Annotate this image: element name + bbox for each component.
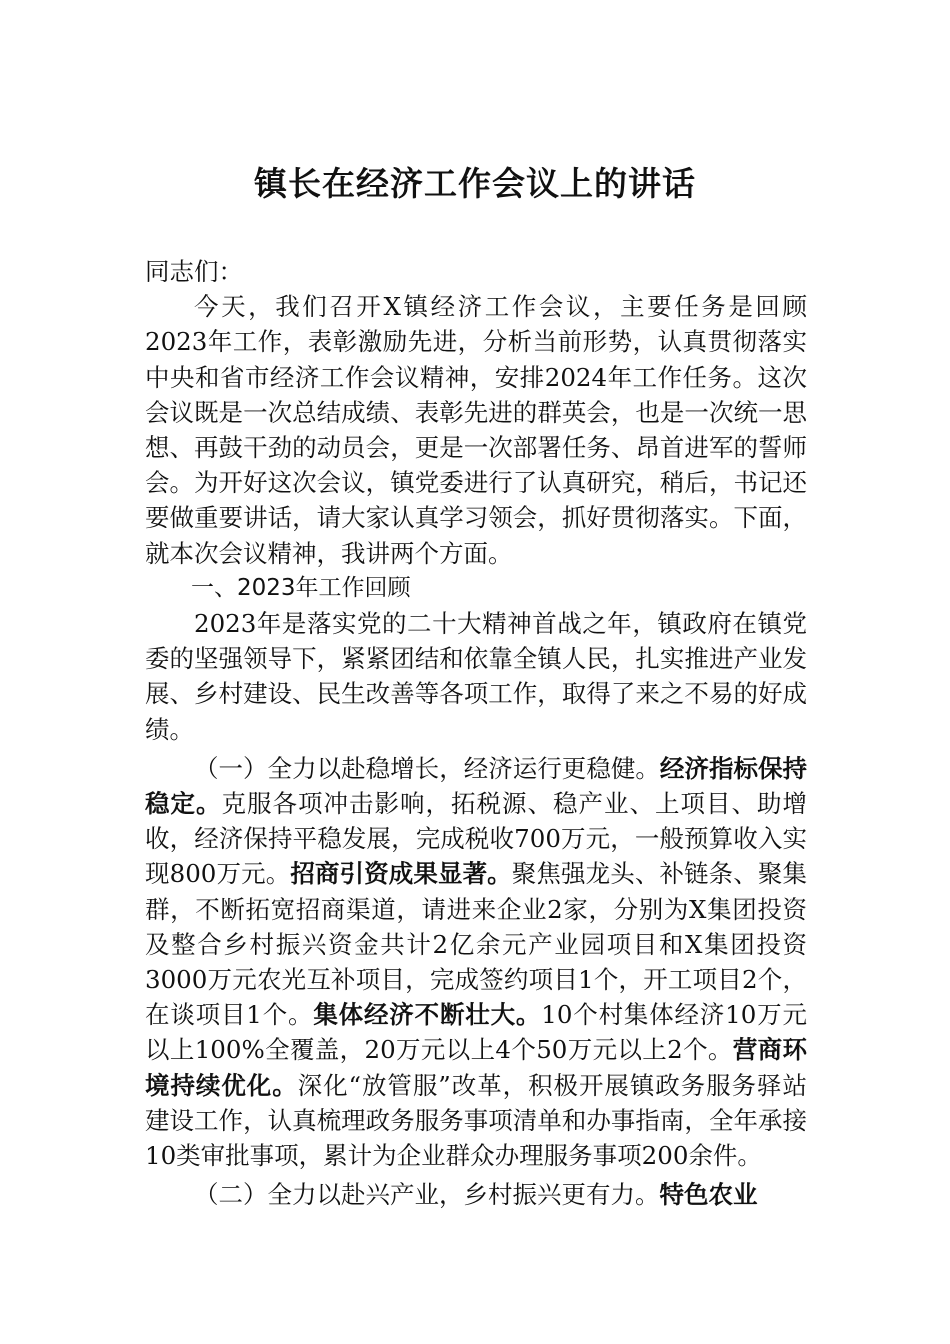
section-heading: 一、2023年工作回顾 — [191, 574, 411, 601]
point-collective-economy: 集体经济不断壮大。 — [313, 1000, 542, 1030]
point-collective-economy-text: 10个村集体经济10万元以上100%全覆盖，20万元以上4个50万元以上2个。 — [145, 1000, 807, 1065]
point-investment: 招商引资成果显著。 — [290, 859, 512, 889]
document-body — [145, 254, 807, 1212]
section-intro-paragraph: 2023年是落实党的二十大精神首战之年，镇政府在镇党委的坚强领导下，紧紧团结和依靠全镇人民，扎实推进产业发展、乡村建设、民生改善等各项工作，取得了来之不易的好成绩。 — [145, 609, 807, 744]
subsection-1-paragraph — [145, 751, 807, 1173]
point-investment-text: 聚焦强龙头、补链条、聚集群，不断拓宽招商渠道，请进来企业2家，分别为X集团投资及整合乡村振兴资金共计2亿余元产业园项目和X集团投资3000万元农光互补项目，完成签约项目1个，开工项目2个，在谈项目1个。 — [145, 859, 807, 1030]
point-specialty-agriculture: 特色农业 — [659, 1180, 758, 1210]
subsection-1-heading: （一）全力以赴稳增长，经济运行更稳健。 — [194, 753, 660, 783]
point-business-environment-text: 深化“放管服”改革，积极开展镇政务服务驿站建设工作，认真梳理政务服务事项清单和办事指南，全年承接10类审批事项，累计为企业群众办理服务事项200余件。 — [145, 1070, 807, 1171]
point-economic-indicators-text: 克服各项冲击影响，拓税源、稳产业、上项目、助增收，经济保持平稳发展，完成税收700万元，一般预算收入实现800万元。 — [145, 789, 807, 889]
subsection-2-paragraph — [145, 1177, 807, 1212]
subsection-2-heading: （二）全力以赴兴产业，乡村振兴更有力。 — [194, 1180, 660, 1210]
intro-paragraph: 今天，我们召开X镇经济工作会议，主要任务是回顾2023年工作，表彰激励先进，分析当前形势，认真贯彻落实中央和省市经济工作会议精神，安排2024年工作任务。这次会议既是一次总结成绩、表彰先进的群英会，也是一次统一思想、再鼓干劲的动员会，更是一次部署任务、昂首进军的誓师会。为开好这次会议，镇党委进行了认真研究，稍后，书记还要做重要讲话，请大家认真学习领会，抓好贯彻落实。下面，就本次会议精神，我讲两个方面。 — [145, 292, 807, 568]
salutation: 同志们： — [145, 257, 243, 286]
document-title: 镇长在经济工作会议上的讲话 — [254, 164, 696, 203]
point-business-environment: 营商环境持续优化。 — [145, 1035, 807, 1100]
point-economic-indicators: 经济指标保持稳定。 — [145, 753, 808, 819]
